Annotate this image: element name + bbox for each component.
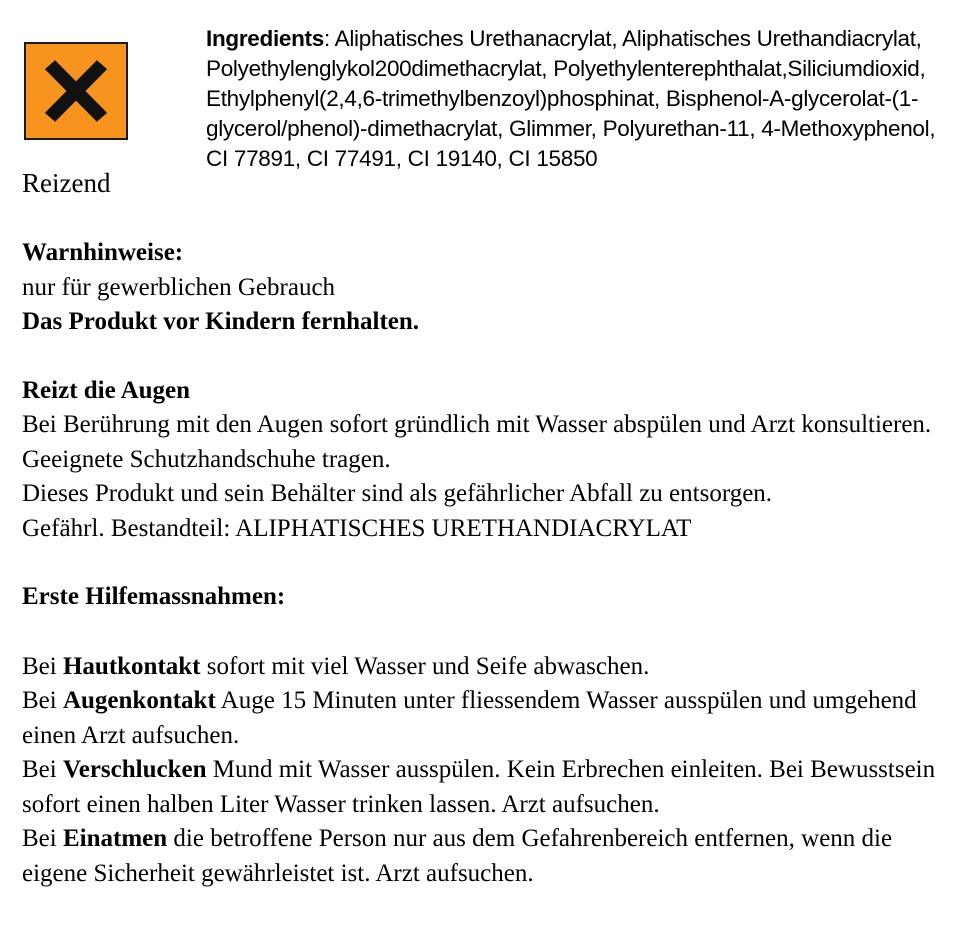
warnings-heading: Warnhinweise: (22, 239, 184, 266)
eyes-heading: Reizt die Augen (22, 376, 191, 404)
first-aid-item (22, 822, 952, 891)
first-aid-prefix: Bei (22, 756, 63, 783)
eyes-line-3: Dieses Produkt und sein Behälter sind als gefährlicher Abfall zu entsorgen. (22, 480, 773, 507)
first-aid-text: Auge 15 Minuten unter fliessendem Wasser ausspülen und umgehend einen Arzt aufsuchen. (22, 687, 917, 749)
first-aid-prefix: Bei (22, 687, 63, 714)
ingredients-label: Ingredients (206, 26, 324, 51)
spacer (22, 340, 952, 374)
first-aid-prefix: Bei (22, 652, 63, 680)
label-body (22, 236, 952, 891)
hazard-label: Reizend (22, 168, 111, 198)
warnings-line-1: nur für gewerblichen Gebrauch (22, 273, 336, 301)
eyes-line-1: Bei Berührung mit den Augen sofort gründlich mit Wasser abspülen und Arzt konsultieren. (22, 411, 932, 438)
first-aid-text: Mund mit Wasser ausspülen. Kein Erbrechen einleiten. Bei Bewusstsein sofort einen halben Liter Wasser trinken lassen. Arzt aufsuchen. (22, 756, 936, 818)
first-aid-heading: Erste Hilfemassnahmen: (22, 583, 286, 610)
eyes-line-4: Gefährl. Bestandteil: ALIPHATISCHES URETHANDIACRYLAT (22, 514, 692, 542)
first-aid-term: Verschlucken (62, 756, 207, 783)
first-aid-item (22, 753, 952, 822)
ingredients-block (206, 24, 946, 174)
first-aid-prefix: Bei (22, 825, 63, 852)
ingredients-text: Aliphatisches Urethanacrylat, Aliphatisches Urethandiacrylat, Polyethylenglykol200dimethacrylat, Polyethylenterephthalat,Siliciumdioxid, Ethylphenyl(2,4,6-trimethylbenzoyl)phosphinat, Bisphenol-A-glycerolat-(1-glycerol/phenol)-dimethacrylat, Glimmer, Polyurethan-11, 4-Methoxyphenol, CI 77891, CI 77491, CI 19140, CI 15850 (206, 26, 936, 171)
x-cross-icon (26, 44, 126, 138)
first-aid-term: Augenkontakt (62, 687, 216, 714)
first-aid-item (22, 650, 952, 685)
first-aid-term: Hautkontakt (62, 652, 201, 680)
spacer (22, 546, 952, 580)
first-aid-text: die betroffene Person nur aus dem Gefahrenbereich entfernen, wenn die eigene Sicherheit gewährleistet ist. Arzt aufsuchen. (22, 825, 893, 887)
spacer (22, 615, 952, 650)
ingredients-separator: : (323, 26, 330, 51)
irritant-hazard-symbol (24, 42, 128, 140)
eyes-line-2: Geeignete Schutzhandschuhe tragen. (22, 445, 391, 473)
warnings-line-2: Das Produkt vor Kindern fernhalten. (22, 308, 420, 335)
first-aid-item (22, 684, 952, 753)
first-aid-text: sofort mit viel Wasser und Seife abwaschen. (200, 652, 650, 680)
first-aid-term: Einatmen (62, 825, 168, 852)
